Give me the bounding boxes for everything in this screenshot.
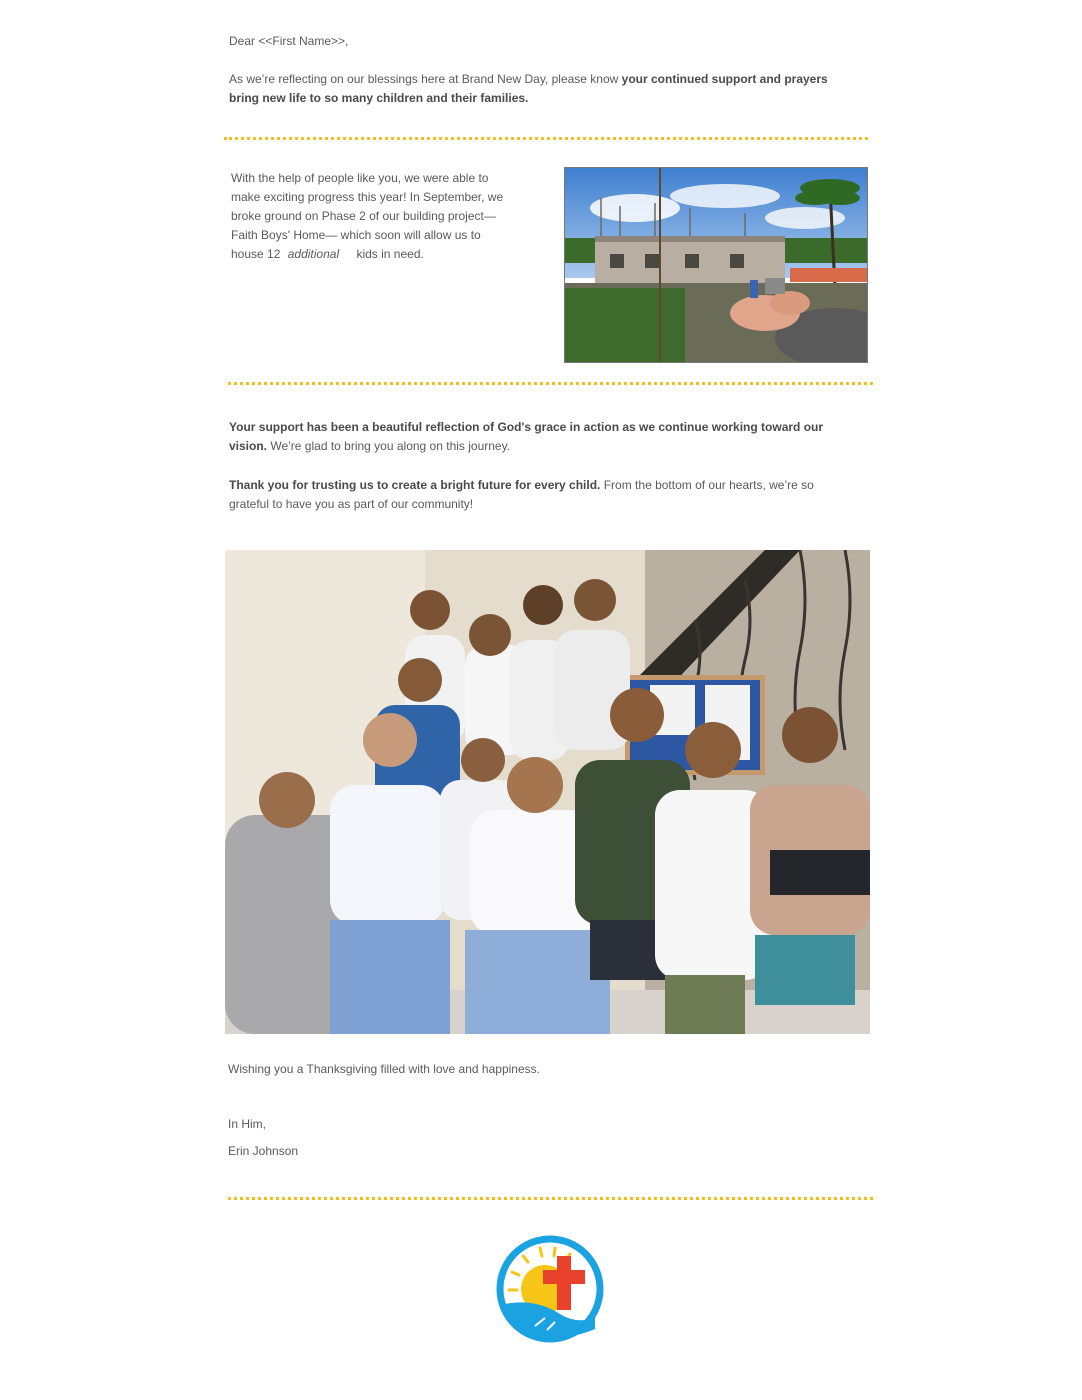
progress-line-5-a: house 12 — [231, 247, 281, 261]
wish-line: Wishing you a Thanksgiving filled with love and happiness. — [228, 1062, 540, 1076]
closing: In Him, — [228, 1117, 267, 1131]
intro-bold: your continued support and prayers bring new life to so many children and their families. — [229, 72, 828, 105]
thanks-plain: From the bottom of our hearts, we’re so grateful to have you as part of our community! — [229, 478, 814, 511]
divider-middle — [228, 382, 873, 385]
brand-new-day-logo — [495, 1234, 605, 1344]
thanks-paragraph — [229, 476, 829, 514]
divider-top — [224, 137, 868, 140]
divider-bottom — [228, 1197, 873, 1200]
progress-line-5-emphasis: additional — [287, 247, 340, 261]
progress-line-5 — [231, 245, 531, 264]
progress-line-5-b: kids in need. — [356, 247, 424, 261]
support-paragraph — [229, 418, 829, 456]
progress-line-4: Faith Boys' Home— which soon will allow us to — [231, 228, 481, 242]
intro-plain: As we’re reflecting on our blessings here at Brand New Day, please know — [229, 72, 622, 86]
progress-line-3: broke ground on Phase 2 of our building project— — [231, 209, 496, 223]
progress-line-2: make exciting progress this year! In September, we — [231, 190, 504, 204]
progress-line-1: With the help of people like you, we were able to — [231, 171, 489, 185]
salutation: Dear <<First Name>>, — [229, 34, 349, 48]
support-bold: Your support has been a beautiful reflection of God's grace in action as we continue working toward our vision. — [229, 420, 824, 453]
group-of-children-photo — [225, 550, 870, 1034]
construction-site-photo — [564, 167, 868, 363]
intro-paragraph — [229, 70, 829, 108]
progress-text — [231, 169, 531, 264]
signature: Erin Johnson — [228, 1144, 299, 1158]
support-plain: We’re glad to bring you along on this journey. — [267, 439, 511, 453]
thanks-bold: Thank you for trusting us to create a bright future for every child. — [229, 478, 601, 492]
